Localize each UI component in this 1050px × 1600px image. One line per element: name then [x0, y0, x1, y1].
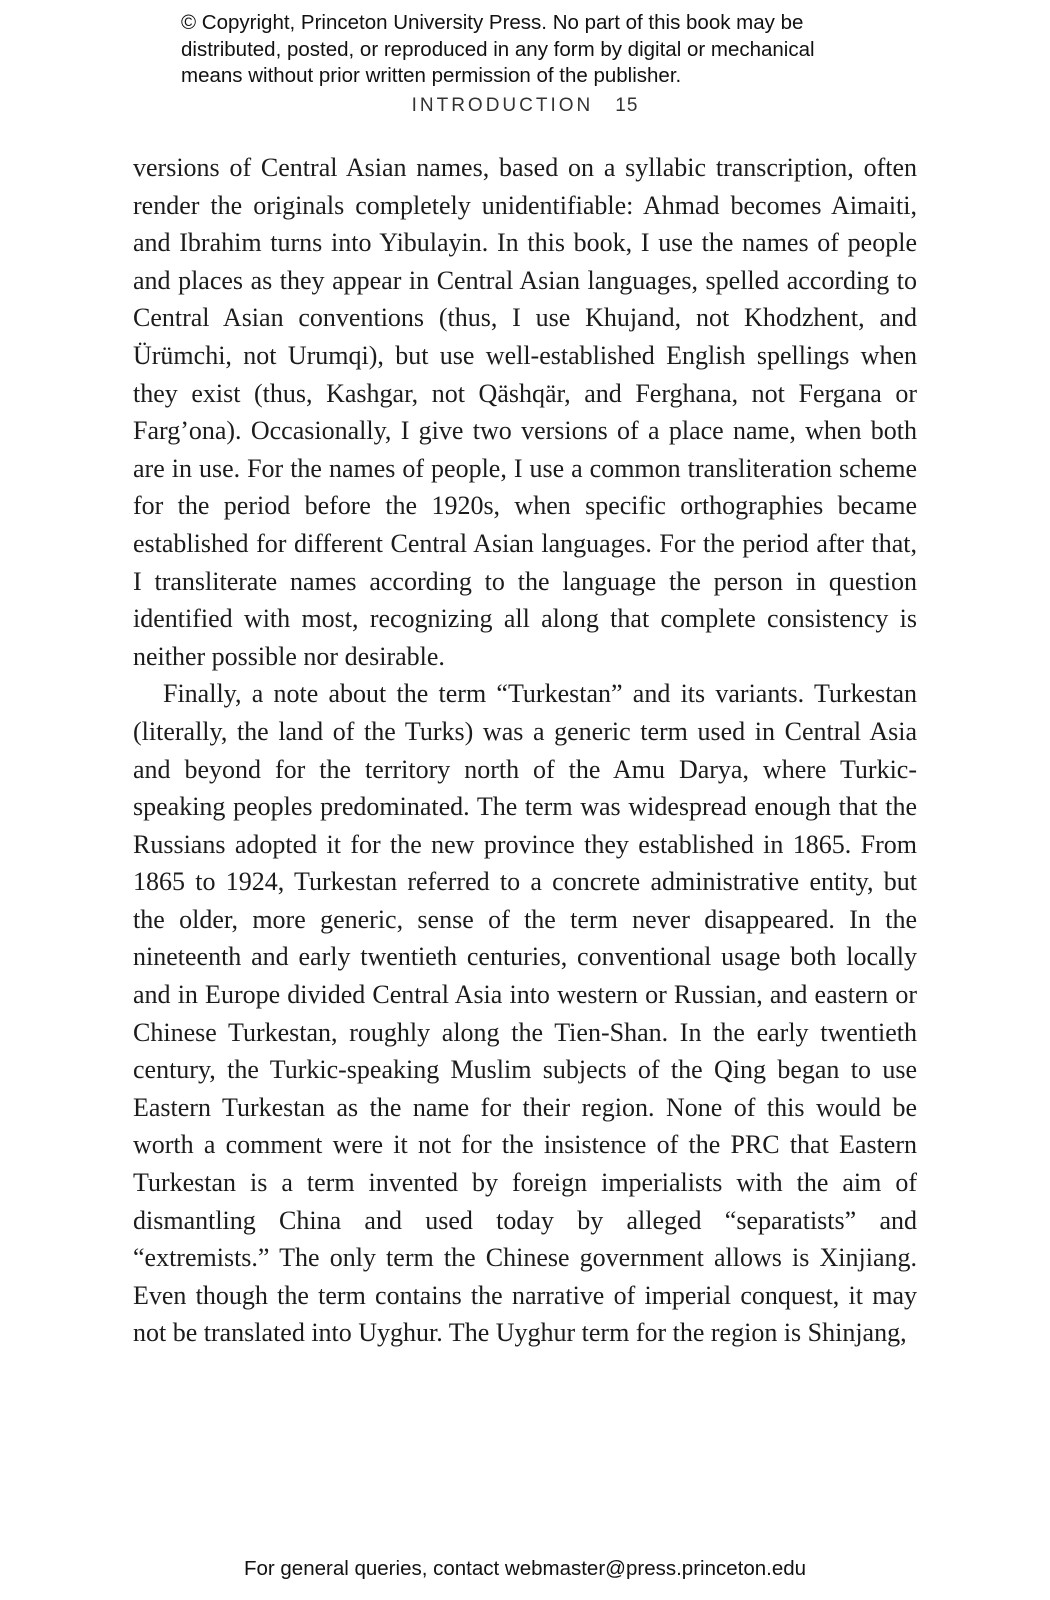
- page-number: 15: [615, 95, 639, 116]
- running-head-title: INTRODUCTION: [411, 95, 594, 116]
- running-head: [0, 95, 1050, 117]
- paragraph-turkestan-note: Finally, a note about the term “Turkestan” and its variants. Turkestan (literally, the land of the Turks) was a generic term used in Central Asia and beyond for the territory north of the Amu Darya, where Turkic-speaking peoples predominated. The term was widespread enough that the Russians adopted it for the new province they established in 1865. From 1865 to 1924, Turkestan referred to a concrete administrative entity, but the older, more generic, sense of the term never disappeared. In the nineteenth and early twentieth centuries, conventional usage both locally and in Europe divided Central Asia into western or Russian, and eastern or Chinese Turkestan, roughly along the Tien-Shan. In the early twentieth century, the Turkic-speaking Muslim subjects of the Qing began to use Eastern Turkestan as the name for their region. None of this would be worth a comment were it not for the insistence of the PRC that Eastern Turkestan is a term invented by foreign imperialists with the aim of dismantling China and used today by alleged “separatists” and “extremists.” The only term the Chinese government allows is Xinjiang. Even though the term contains the narrative of imperial conquest, it may not be translated into Uyghur. The Uyghur term for the region is Shinjang,: [133, 679, 917, 1348]
- paragraph-continued: versions of Central Asian names, based on a syllabic transcription, often render the originals completely unidentifiable: Ahmad becomes Aimaiti, and Ibrahim turns into Yibulayin. In this book, I use the names of people and places as they appear in Central Asian languages, spelled according to Central Asian conventions (thus, I use Khujand, not Khodzhent, and Ürümchi, not Urumqi), but use well-established English spellings when they exist (thus, Kashgar, not Qäshqär, and Ferghana, not Fergana or Farg’ona). Occasionally, I give two versions of a place name, when both are in use. For the names of people, I use a common transliteration scheme for the period before the 1920s, when specific orthographies became established for different Central Asian languages. For the period after that, I transliterate names according to the language the person in question identified with most, recognizing all along that complete consistency is neither possible nor desirable.: [133, 153, 917, 671]
- copyright-notice: © Copyright, Princeton University Press. No part of this book may be distributed, posted, or reproduced in any form by digital or mechanical means without prior written permission of the publisher.: [181, 11, 815, 87]
- footer-contact: For general queries, contact webmaster@press.princeton.edu: [243, 1557, 807, 1580]
- body-text: [133, 149, 917, 1352]
